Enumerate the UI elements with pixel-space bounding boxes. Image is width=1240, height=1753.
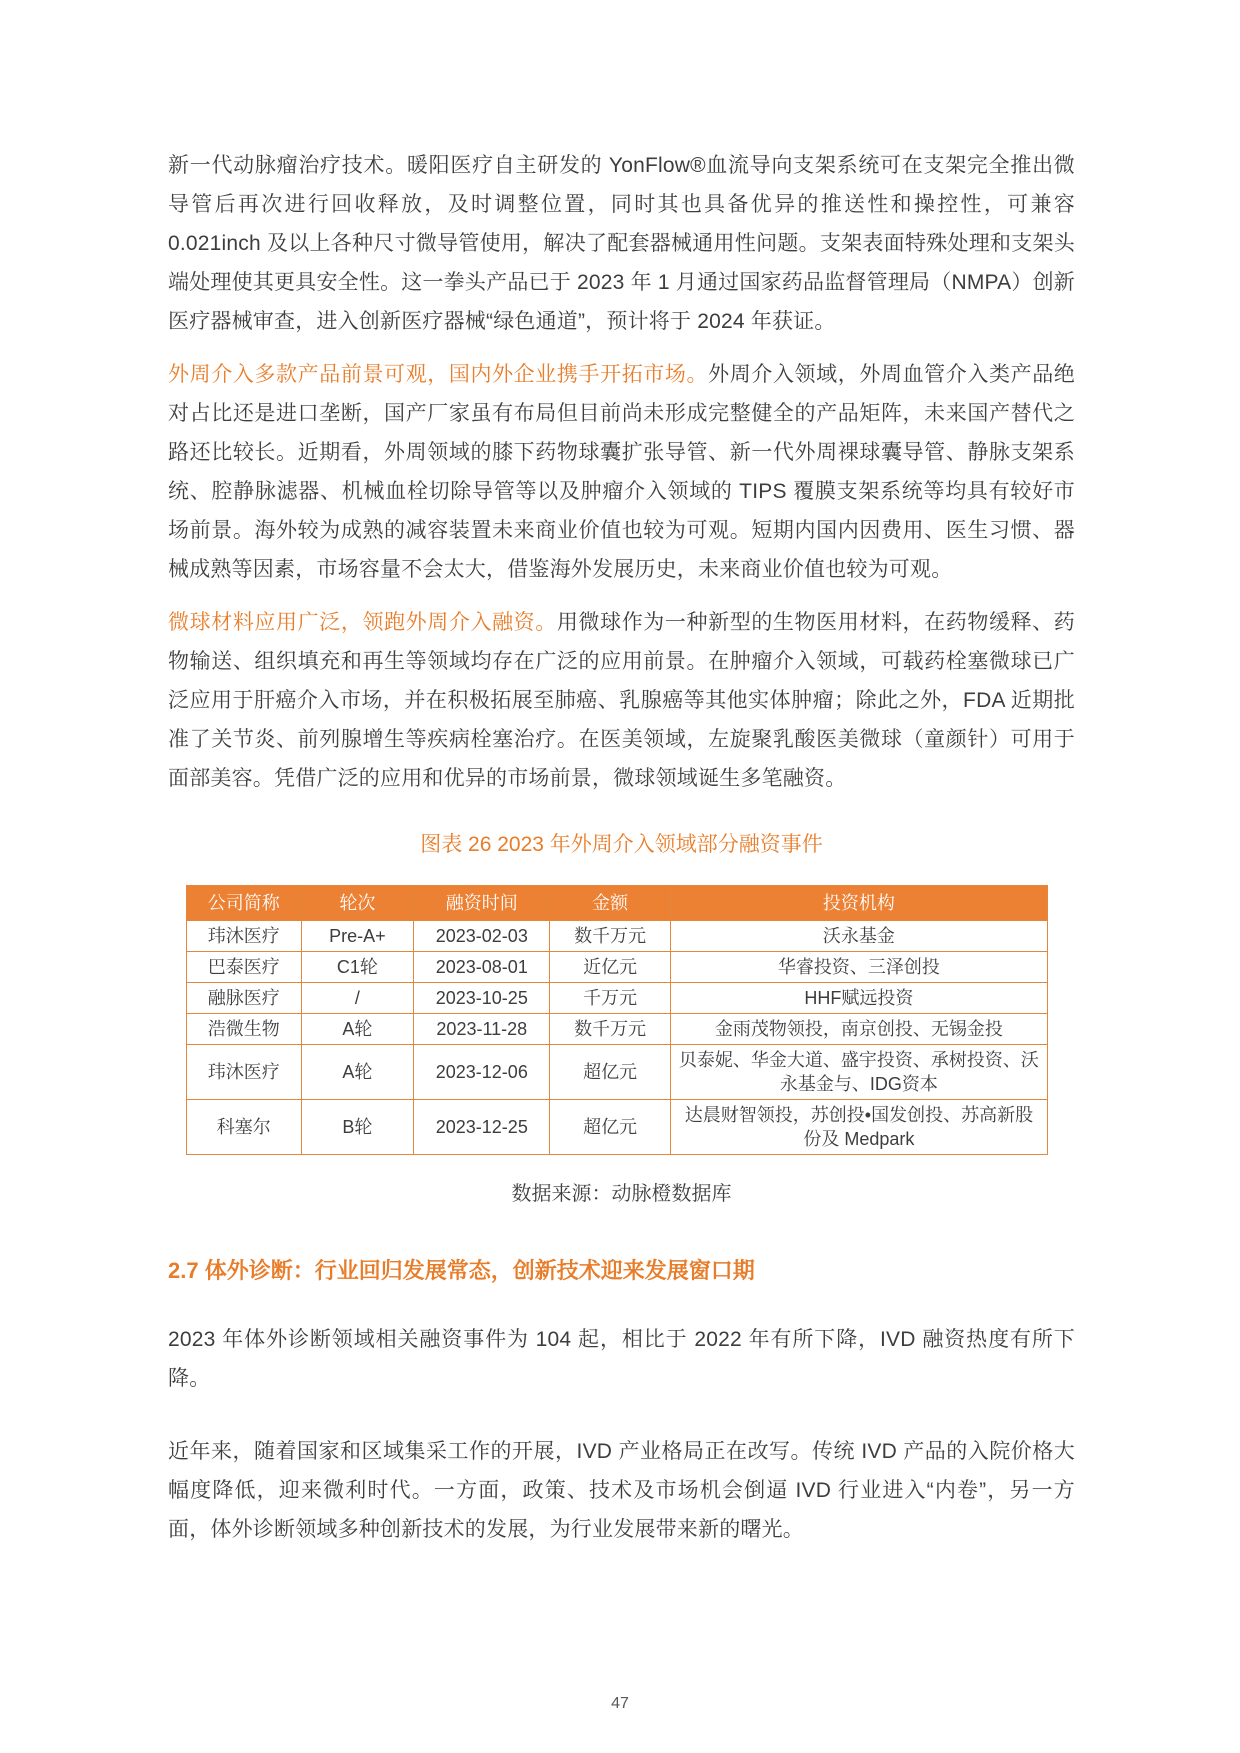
paragraph-text: 用微球作为一种新型的生物医用材料，在药物缓释、药物输送、组织填充和再生等领域均存在广泛的应用前景。在肿瘤介入领域，可载药栓塞微球已广泛应用于肝癌介入市场，并在积极拓展至肺癌、乳腺癌等其他实体肿瘤；除此之外，FDA 近期批准了关节炎、前列腺增生等疾病栓塞治疗。在医美领域，左旋聚乳酸医美微球（童颜针）可用于面部美容。凭借广泛的应用和优异的市场前景，微球领域诞生多笔融资。 xyxy=(168,611,1075,790)
cell-round: C1轮 xyxy=(301,952,414,983)
cell-amount: 数千万元 xyxy=(550,921,671,952)
cell-date: 2023-02-03 xyxy=(414,921,550,952)
cell-round: / xyxy=(301,983,414,1014)
body-paragraph xyxy=(168,603,1075,798)
figure-title: 图表 26 2023 年外周介入领域部分融资事件 xyxy=(420,833,823,856)
table-row xyxy=(187,1100,1048,1155)
cell-date: 2023-12-25 xyxy=(414,1100,550,1155)
cell-amount: 超亿元 xyxy=(550,1100,671,1155)
table-row xyxy=(187,952,1048,983)
page-content xyxy=(168,146,1075,1549)
cell-company: 玮沐医疗 xyxy=(187,1045,302,1100)
table-row xyxy=(187,921,1048,952)
column-header-investors: 投资机构 xyxy=(670,886,1047,921)
body-paragraph xyxy=(168,355,1075,589)
paragraph-lead: 微球材料应用广泛，领跑外周介入融资。 xyxy=(168,611,557,634)
cell-investors: 华睿投资、三泽创投 xyxy=(670,952,1047,983)
table-row xyxy=(187,1014,1048,1045)
column-header-company: 公司简称 xyxy=(187,886,302,921)
page-number: 47 xyxy=(611,1695,629,1712)
cell-investors: HHF赋远投资 xyxy=(670,983,1047,1014)
cell-round: A轮 xyxy=(301,1045,414,1100)
cell-investors: 贝泰妮、华金大道、盛宇投资、承树投资、沃永基金与、IDG资本 xyxy=(670,1045,1047,1100)
cell-company: 巴泰医疗 xyxy=(187,952,302,983)
paragraph-text: 外周介入领域，外周血管介入类产品绝对占比还是进口垄断，国产厂家虽有布局但目前尚未形成完整健全的产品矩阵，未来国产替代之路还比较长。近期看，外周领域的膝下药物球囊扩张导管、新一代外周裸球囊导管、静脉支架系统、腔静脉滤器、机械血栓切除导管等以及肿瘤介入领域的 TIPS 覆膜支架系统等均具有较好市场前景。海外较为成熟的减容装置未来商业价值也较为可观。短期内国内因费用、医生习惯、器械成熟等因素，市场容量不会太大，借鉴海外发展历史，未来商业价值也较为可观。 xyxy=(168,363,1075,581)
cell-amount: 近亿元 xyxy=(550,952,671,983)
column-header-amount: 金额 xyxy=(550,886,671,921)
funding-table xyxy=(186,885,1048,1155)
cell-company: 浩微生物 xyxy=(187,1014,302,1045)
data-source-note: 数据来源：动脉橙数据库 xyxy=(511,1183,732,1205)
cell-amount: 数千万元 xyxy=(550,1014,671,1045)
cell-round: A轮 xyxy=(301,1014,414,1045)
cell-date: 2023-08-01 xyxy=(414,952,550,983)
cell-amount: 超亿元 xyxy=(550,1045,671,1100)
cell-date: 2023-12-06 xyxy=(414,1045,550,1100)
cell-investors: 金雨茂物领投，南京创投、无锡金投 xyxy=(670,1014,1047,1045)
section-paragraph: 近年来，随着国家和区域集采工作的开展，IVD 产业格局正在改写。传统 IVD 产品的入院价格大幅度降低，迎来微利时代。一方面，政策、技术及市场机会倒逼 IVD 行业进入“内卷”，另一方面，体外诊断领域多种创新技术的发展，为行业发展带来新的曙光。 xyxy=(168,1440,1075,1541)
table-row xyxy=(187,983,1048,1014)
section-paragraph: 2023 年体外诊断领域相关融资事件为 104 起，相比于 2022 年有所下降，IVD 融资热度有所下降。 xyxy=(168,1328,1075,1390)
cell-amount: 千万元 xyxy=(550,983,671,1014)
table-row xyxy=(187,1045,1048,1100)
section-heading: 2.7 体外诊断：行业回归发展常态，创新技术迎来发展窗口期 xyxy=(168,1258,755,1283)
body-paragraph xyxy=(168,146,1075,341)
cell-date: 2023-11-28 xyxy=(414,1014,550,1045)
cell-investors: 沃永基金 xyxy=(670,921,1047,952)
column-header-round: 轮次 xyxy=(301,886,414,921)
column-header-date: 融资时间 xyxy=(414,886,550,921)
paragraph-text: 新一代动脉瘤治疗技术。暖阳医疗自主研发的 YonFlow®血流导向支架系统可在支架完全推出微导管后再次进行回收释放，及时调整位置，同时其也具备优异的推送性和操控性，可兼容 0.021inch 及以上各种尺寸微导管使用，解决了配套器械通用性问题。支架表面特殊处理和支架头端处理使其更具安全性。这一拳头产品已于 2023 年 1 月通过国家药品监督管理局（NMPA）创新医疗器械审查，进入创新医疗器械“绿色通道”，预计将于 2024 年获证。 xyxy=(168,154,1075,333)
cell-date: 2023-10-25 xyxy=(414,983,550,1014)
cell-company: 科塞尔 xyxy=(187,1100,302,1155)
cell-company: 玮沐医疗 xyxy=(187,921,302,952)
cell-round: B轮 xyxy=(301,1100,414,1155)
table-header-row xyxy=(187,886,1048,921)
cell-investors: 达晨财智领投，苏创投•国发创投、苏高新股份及 Medpark xyxy=(670,1100,1047,1155)
cell-round: Pre-A+ xyxy=(301,921,414,952)
cell-company: 融脉医疗 xyxy=(187,983,302,1014)
paragraph-lead: 外周介入多款产品前景可观，国内外企业携手开拓市场。 xyxy=(168,363,709,386)
